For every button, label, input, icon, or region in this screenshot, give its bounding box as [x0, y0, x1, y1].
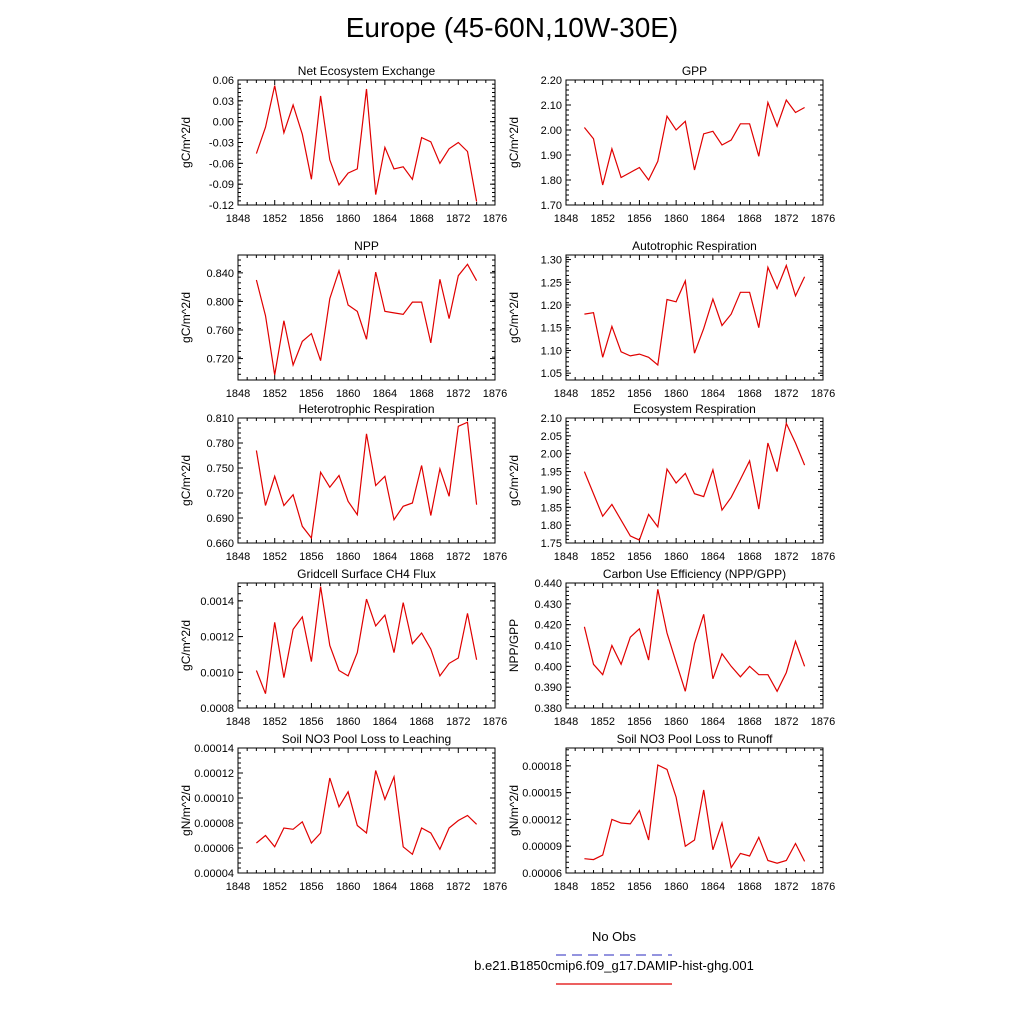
series-line: [256, 422, 476, 538]
x-tick-label: 1852: [590, 716, 615, 728]
y-tick-label: 0.440: [534, 578, 562, 590]
y-tick-label: 0.760: [206, 325, 234, 337]
y-tick-label: 2.20: [540, 75, 562, 87]
x-tick-label: 1848: [553, 388, 579, 400]
panel-7: [179, 567, 507, 728]
x-tick-label: 1860: [335, 716, 361, 728]
y-tick-label: 1.15: [540, 322, 562, 335]
panel-5: [179, 402, 507, 563]
panel-title: Autotrophic Respiration: [632, 239, 757, 253]
y-tick-label: 0.400: [534, 661, 562, 674]
y-axis-label: gN/m^2/d: [507, 785, 521, 836]
x-tick-label: 1848: [553, 551, 579, 563]
x-tick-label: 1876: [810, 881, 836, 893]
x-tick-label: 1872: [446, 716, 471, 728]
x-tick-label: 1860: [335, 881, 361, 893]
y-tick-label: 0.00009: [522, 841, 562, 854]
x-tick-label: 1868: [409, 213, 434, 225]
y-tick-label: 0.00014: [194, 743, 234, 755]
x-tick-label: 1864: [700, 551, 726, 563]
y-tick-label: 0.420: [534, 619, 562, 632]
x-tick-label: 1864: [372, 881, 398, 893]
x-tick-label: 1876: [810, 213, 836, 225]
x-tick-label: 1876: [810, 551, 836, 563]
y-tick-label: 1.90: [540, 484, 562, 497]
y-tick-label: 0.00006: [194, 843, 234, 855]
panel-title: GPP: [681, 64, 708, 78]
series-line: [256, 771, 476, 855]
x-tick-label: 1868: [409, 388, 434, 400]
y-axis-label: gC/m^2/d: [179, 292, 193, 343]
panel-title: Soil NO3 Pool Loss to Runoff: [616, 732, 773, 746]
x-tick-label: 1852: [590, 213, 615, 225]
x-tick-label: 1872: [774, 388, 799, 400]
x-tick-label: 1848: [553, 213, 579, 225]
y-tick-label: -0.12: [208, 200, 234, 212]
x-tick-label: 1864: [700, 716, 726, 728]
panel-8: [507, 567, 835, 728]
plot-frame: [238, 80, 495, 205]
x-tick-label: 1876: [810, 716, 836, 728]
x-tick-label: 1860: [663, 213, 689, 225]
legend-label: No Obs: [591, 929, 637, 944]
y-tick-label: 0.00004: [194, 868, 234, 880]
x-tick-label: 1872: [774, 881, 799, 893]
x-tick-label: 1856: [627, 881, 652, 893]
x-tick-label: 1856: [299, 881, 324, 893]
y-tick-label: 2.10: [540, 413, 562, 425]
x-tick-label: 1856: [299, 388, 324, 400]
y-tick-label: 1.80: [540, 520, 562, 533]
panel-4: [507, 239, 835, 400]
y-tick-label: 0.810: [206, 413, 234, 425]
series-line: [584, 589, 804, 691]
x-tick-label: 1864: [700, 881, 726, 893]
panel-3: [179, 239, 507, 400]
plot-frame: [238, 748, 495, 873]
x-tick-label: 1860: [663, 716, 689, 728]
y-tick-label: 0.0008: [200, 703, 234, 715]
x-tick-label: 1852: [262, 388, 287, 400]
x-tick-label: 1864: [700, 388, 726, 400]
x-tick-label: 1848: [225, 716, 251, 728]
y-tick-label: 0.0014: [200, 595, 234, 608]
x-tick-label: 1848: [553, 881, 579, 893]
x-tick-label: 1852: [262, 213, 287, 225]
x-tick-label: 1876: [482, 716, 508, 728]
x-tick-label: 1848: [225, 388, 251, 400]
plot-frame: [566, 255, 823, 380]
x-tick-label: 1876: [482, 388, 508, 400]
series-line: [584, 100, 804, 185]
x-tick-label: 1852: [590, 551, 615, 563]
y-tick-label: 0.380: [534, 703, 562, 715]
y-tick-label: 0.00012: [522, 814, 562, 827]
panel-10: [507, 732, 835, 893]
x-tick-label: 1868: [409, 551, 434, 563]
legend: [474, 929, 754, 984]
y-tick-label: 0.0012: [200, 631, 234, 644]
y-axis-label: gC/m^2/d: [179, 620, 193, 671]
x-tick-label: 1856: [627, 551, 652, 563]
x-tick-label: 1872: [774, 551, 799, 563]
x-tick-label: 1868: [737, 388, 762, 400]
y-tick-label: 1.30: [540, 254, 562, 267]
x-tick-label: 1872: [446, 881, 471, 893]
y-tick-label: 0.00008: [194, 818, 234, 830]
x-tick-label: 1872: [774, 213, 799, 225]
y-axis-label: gC/m^2/d: [179, 117, 193, 168]
series-line: [256, 86, 476, 202]
x-tick-label: 1860: [663, 551, 689, 563]
legend-label: b.e21.B1850cmip6.f09_g17.DAMIP-hist-ghg.001: [474, 958, 754, 973]
series-line: [584, 423, 804, 540]
series-line: [584, 765, 804, 868]
y-tick-label: -0.09: [208, 179, 234, 192]
x-tick-label: 1852: [590, 388, 615, 400]
panel-1: [179, 64, 507, 225]
y-axis-label: gN/m^2/d: [179, 785, 193, 836]
x-tick-label: 1848: [553, 716, 579, 728]
x-tick-label: 1868: [737, 881, 762, 893]
y-tick-label: 1.95: [540, 466, 562, 479]
x-tick-label: 1856: [627, 213, 652, 225]
series-line: [256, 264, 476, 375]
panel-title: Net Ecosystem Exchange: [297, 64, 436, 78]
y-axis-label: gC/m^2/d: [179, 455, 193, 506]
x-tick-label: 1876: [482, 881, 508, 893]
y-tick-label: 2.00: [540, 448, 562, 461]
x-tick-label: 1864: [372, 388, 398, 400]
x-tick-label: 1856: [299, 716, 324, 728]
x-tick-label: 1852: [262, 881, 287, 893]
x-tick-label: 1876: [482, 213, 508, 225]
panel-title: NPP: [354, 239, 379, 253]
y-tick-label: 2.00: [540, 125, 562, 137]
x-tick-label: 1848: [225, 213, 251, 225]
y-tick-label: 0.00018: [522, 760, 562, 773]
plot-frame: [566, 80, 823, 205]
series-line: [584, 266, 804, 366]
y-tick-label: 1.75: [540, 538, 562, 550]
y-axis-label: gC/m^2/d: [507, 117, 521, 168]
y-tick-label: 1.90: [540, 150, 562, 162]
panel-2: [507, 64, 835, 225]
x-tick-label: 1856: [299, 213, 324, 225]
y-tick-label: -0.06: [208, 158, 234, 171]
y-tick-label: 1.25: [540, 277, 562, 290]
x-tick-label: 1860: [335, 551, 361, 563]
panel-6: [507, 402, 835, 563]
x-tick-label: 1860: [663, 388, 689, 400]
y-tick-label: 0.0010: [200, 667, 234, 680]
x-tick-label: 1852: [262, 716, 287, 728]
x-tick-label: 1852: [262, 551, 287, 563]
x-tick-label: 1848: [225, 881, 251, 893]
panel-title: Carbon Use Efficiency (NPP/GPP): [602, 567, 787, 581]
panel-title: Heterotrophic Respiration: [298, 402, 435, 416]
y-tick-label: 0.06: [212, 75, 234, 87]
x-tick-label: 1868: [737, 716, 762, 728]
y-tick-label: -0.03: [208, 137, 234, 150]
y-tick-label: 0.00010: [194, 793, 234, 805]
y-tick-label: 1.20: [540, 300, 562, 312]
y-axis-label: gC/m^2/d: [507, 455, 521, 506]
y-tick-label: 0.430: [534, 598, 562, 611]
y-tick-label: 1.80: [540, 175, 562, 187]
x-tick-label: 1868: [409, 881, 434, 893]
x-tick-label: 1872: [446, 388, 471, 400]
plot-frame: [566, 748, 823, 873]
y-tick-label: 0.00012: [194, 768, 234, 780]
x-tick-label: 1864: [372, 551, 398, 563]
y-tick-label: 0.390: [534, 682, 562, 695]
plot-frame: [566, 418, 823, 543]
x-tick-label: 1868: [409, 716, 434, 728]
x-tick-label: 1860: [335, 213, 361, 225]
x-tick-label: 1868: [737, 213, 762, 225]
y-tick-label: 0.780: [206, 438, 234, 450]
x-tick-label: 1864: [372, 213, 398, 225]
x-tick-label: 1868: [737, 551, 762, 563]
x-tick-label: 1876: [482, 551, 508, 563]
y-tick-label: 0.03: [212, 95, 234, 108]
x-tick-label: 1864: [700, 213, 726, 225]
y-tick-label: 0.840: [206, 267, 234, 280]
y-tick-label: 0.800: [206, 296, 234, 309]
y-tick-label: 0.720: [206, 353, 234, 366]
x-tick-label: 1856: [627, 388, 652, 400]
figure-title: Europe (45-60N,10W-30E): [345, 12, 679, 43]
y-tick-label: 1.85: [540, 502, 562, 515]
y-axis-label: gC/m^2/d: [507, 292, 521, 343]
x-tick-label: 1872: [446, 213, 471, 225]
x-tick-label: 1872: [446, 551, 471, 563]
y-tick-label: 2.05: [540, 430, 562, 443]
x-tick-label: 1856: [299, 551, 324, 563]
x-tick-label: 1872: [774, 716, 799, 728]
panel-title: Soil NO3 Pool Loss to Leaching: [281, 732, 452, 746]
x-tick-label: 1876: [810, 388, 836, 400]
panel-9: [179, 732, 507, 893]
y-tick-label: 0.720: [206, 488, 234, 500]
y-axis-label: NPP/GPP: [507, 618, 521, 673]
y-tick-label: 0.690: [206, 513, 234, 525]
x-tick-label: 1864: [372, 716, 398, 728]
y-tick-label: 0.00: [212, 116, 234, 129]
x-tick-label: 1860: [335, 388, 361, 400]
panel-title: Gridcell Surface CH4 Flux: [297, 567, 436, 581]
x-tick-label: 1860: [663, 881, 689, 893]
x-tick-label: 1848: [225, 551, 251, 563]
x-tick-label: 1852: [590, 881, 615, 893]
y-tick-label: 1.70: [540, 200, 562, 212]
y-tick-label: 2.10: [540, 100, 562, 112]
y-tick-label: 0.410: [534, 640, 562, 653]
panel-title: Ecosystem Respiration: [633, 402, 756, 416]
x-tick-label: 1856: [627, 716, 652, 728]
y-tick-label: 1.10: [540, 345, 562, 358]
y-tick-label: 0.00006: [522, 868, 562, 880]
y-tick-label: 0.750: [206, 463, 234, 475]
y-tick-label: 0.00015: [522, 787, 562, 800]
series-line: [256, 587, 476, 694]
y-tick-label: 0.660: [206, 538, 234, 550]
y-tick-label: 1.05: [540, 368, 562, 381]
